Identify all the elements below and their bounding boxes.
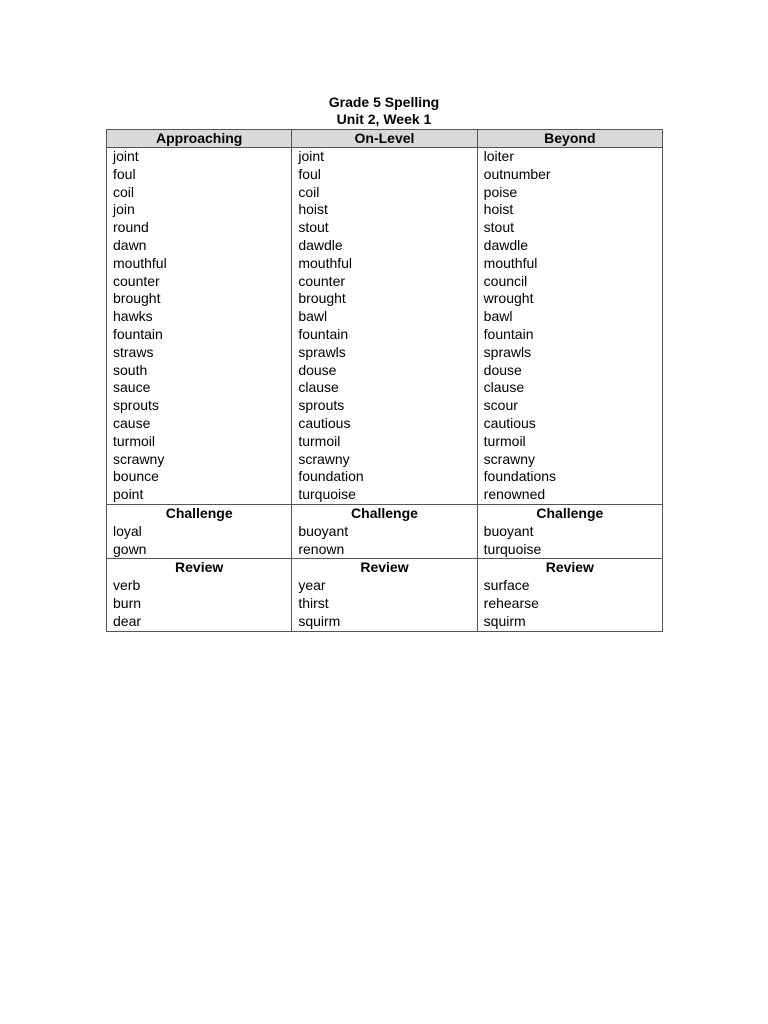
table-row bbox=[107, 148, 663, 166]
word-cell-approaching: burn bbox=[107, 595, 292, 613]
table-row bbox=[107, 166, 663, 184]
word-cell-beyond: sprawls bbox=[477, 344, 662, 362]
word-cell-approaching: hawks bbox=[107, 308, 292, 326]
table-row bbox=[107, 255, 663, 273]
word-cell-approaching: straws bbox=[107, 344, 292, 362]
word-cell-on-level: foundation bbox=[292, 468, 477, 486]
word-cell-approaching: gown bbox=[107, 541, 292, 559]
word-cell-approaching: brought bbox=[107, 290, 292, 308]
word-cell-approaching: loyal bbox=[107, 523, 292, 541]
word-cell-beyond: fountain bbox=[477, 326, 662, 344]
word-cell-beyond: bawl bbox=[477, 308, 662, 326]
word-cell-beyond: scour bbox=[477, 397, 662, 415]
word-cell-beyond: mouthful bbox=[477, 255, 662, 273]
word-cell-on-level: sprouts bbox=[292, 397, 477, 415]
word-cell-on-level: year bbox=[292, 577, 477, 595]
word-cell-on-level: counter bbox=[292, 273, 477, 291]
spelling-table bbox=[106, 129, 663, 632]
table-header bbox=[107, 130, 663, 148]
review-heading-beyond: Review bbox=[477, 559, 662, 577]
word-cell-approaching: bounce bbox=[107, 468, 292, 486]
word-cell-beyond: stout bbox=[477, 219, 662, 237]
challenge-section bbox=[107, 504, 663, 558]
word-cell-approaching: point bbox=[107, 486, 292, 504]
word-cell-on-level: foul bbox=[292, 166, 477, 184]
word-cell-approaching: scrawny bbox=[107, 451, 292, 469]
word-cell-beyond: turmoil bbox=[477, 433, 662, 451]
column-header-approaching: Approaching bbox=[107, 130, 292, 148]
table-row bbox=[107, 308, 663, 326]
word-cell-on-level: joint bbox=[292, 148, 477, 166]
word-cell-beyond: buoyant bbox=[477, 523, 662, 541]
word-cell-approaching: sauce bbox=[107, 379, 292, 397]
word-cell-approaching: foul bbox=[107, 166, 292, 184]
table-row bbox=[107, 613, 663, 631]
word-cell-approaching: dear bbox=[107, 613, 292, 631]
word-cell-beyond: wrought bbox=[477, 290, 662, 308]
word-cell-beyond: douse bbox=[477, 362, 662, 380]
table-row bbox=[107, 273, 663, 291]
word-cell-beyond: poise bbox=[477, 184, 662, 202]
challenge-heading-approaching: Challenge bbox=[107, 504, 292, 522]
word-cell-on-level: scrawny bbox=[292, 451, 477, 469]
word-cell-approaching: counter bbox=[107, 273, 292, 291]
review-heading-on-level: Review bbox=[292, 559, 477, 577]
main-word-list bbox=[107, 148, 663, 505]
table-row bbox=[107, 379, 663, 397]
word-cell-approaching: sprouts bbox=[107, 397, 292, 415]
word-cell-beyond: loiter bbox=[477, 148, 662, 166]
word-cell-beyond: outnumber bbox=[477, 166, 662, 184]
table-row bbox=[107, 451, 663, 469]
word-cell-beyond: council bbox=[477, 273, 662, 291]
word-cell-on-level: fountain bbox=[292, 326, 477, 344]
word-cell-beyond: hoist bbox=[477, 201, 662, 219]
column-header-beyond: Beyond bbox=[477, 130, 662, 148]
word-cell-on-level: sprawls bbox=[292, 344, 477, 362]
word-cell-approaching: dawn bbox=[107, 237, 292, 255]
word-cell-on-level: brought bbox=[292, 290, 477, 308]
review-heading-approaching: Review bbox=[107, 559, 292, 577]
word-cell-beyond: surface bbox=[477, 577, 662, 595]
word-cell-beyond: foundations bbox=[477, 468, 662, 486]
table-row bbox=[107, 433, 663, 451]
word-cell-approaching: fountain bbox=[107, 326, 292, 344]
word-cell-beyond: renowned bbox=[477, 486, 662, 504]
column-header-on-level: On-Level bbox=[292, 130, 477, 148]
word-cell-beyond: scrawny bbox=[477, 451, 662, 469]
word-cell-approaching: verb bbox=[107, 577, 292, 595]
word-cell-on-level: squirm bbox=[292, 613, 477, 631]
word-cell-on-level: renown bbox=[292, 541, 477, 559]
word-cell-on-level: bawl bbox=[292, 308, 477, 326]
word-cell-approaching: turmoil bbox=[107, 433, 292, 451]
table-row bbox=[107, 523, 663, 541]
table-row bbox=[107, 326, 663, 344]
table-row bbox=[107, 344, 663, 362]
word-cell-on-level: mouthful bbox=[292, 255, 477, 273]
word-cell-approaching: cause bbox=[107, 415, 292, 433]
word-cell-on-level: turmoil bbox=[292, 433, 477, 451]
word-cell-approaching: join bbox=[107, 201, 292, 219]
table-row bbox=[107, 595, 663, 613]
word-cell-on-level: stout bbox=[292, 219, 477, 237]
word-cell-beyond: rehearse bbox=[477, 595, 662, 613]
header-row bbox=[107, 130, 663, 148]
word-cell-on-level: douse bbox=[292, 362, 477, 380]
challenge-heading-row bbox=[107, 504, 663, 522]
review-heading-row bbox=[107, 559, 663, 577]
table-row bbox=[107, 397, 663, 415]
challenge-heading-on-level: Challenge bbox=[292, 504, 477, 522]
word-cell-on-level: cautious bbox=[292, 415, 477, 433]
table-row bbox=[107, 184, 663, 202]
word-cell-approaching: mouthful bbox=[107, 255, 292, 273]
word-cell-beyond: dawdle bbox=[477, 237, 662, 255]
review-section bbox=[107, 559, 663, 631]
word-cell-beyond: squirm bbox=[477, 613, 662, 631]
table-row bbox=[107, 577, 663, 595]
word-cell-approaching: south bbox=[107, 362, 292, 380]
table-row bbox=[107, 237, 663, 255]
challenge-heading-beyond: Challenge bbox=[477, 504, 662, 522]
table-row bbox=[107, 468, 663, 486]
word-cell-on-level: thirst bbox=[292, 595, 477, 613]
word-cell-on-level: coil bbox=[292, 184, 477, 202]
word-cell-approaching: coil bbox=[107, 184, 292, 202]
table-row bbox=[107, 486, 663, 504]
word-cell-on-level: turquoise bbox=[292, 486, 477, 504]
table-row bbox=[107, 219, 663, 237]
word-cell-beyond: clause bbox=[477, 379, 662, 397]
table-row bbox=[107, 290, 663, 308]
word-cell-on-level: hoist bbox=[292, 201, 477, 219]
table-row bbox=[107, 201, 663, 219]
word-cell-beyond: cautious bbox=[477, 415, 662, 433]
word-cell-approaching: joint bbox=[107, 148, 292, 166]
table-row bbox=[107, 362, 663, 380]
table-row bbox=[107, 541, 663, 559]
word-cell-on-level: dawdle bbox=[292, 237, 477, 255]
table-row bbox=[107, 415, 663, 433]
word-cell-beyond: turquoise bbox=[477, 541, 662, 559]
document-title: Grade 5 Spelling bbox=[328, 94, 440, 110]
word-cell-approaching: round bbox=[107, 219, 292, 237]
word-cell-on-level: buoyant bbox=[292, 523, 477, 541]
word-cell-on-level: clause bbox=[292, 379, 477, 397]
document-subtitle: Unit 2, Week 1 bbox=[336, 111, 432, 127]
